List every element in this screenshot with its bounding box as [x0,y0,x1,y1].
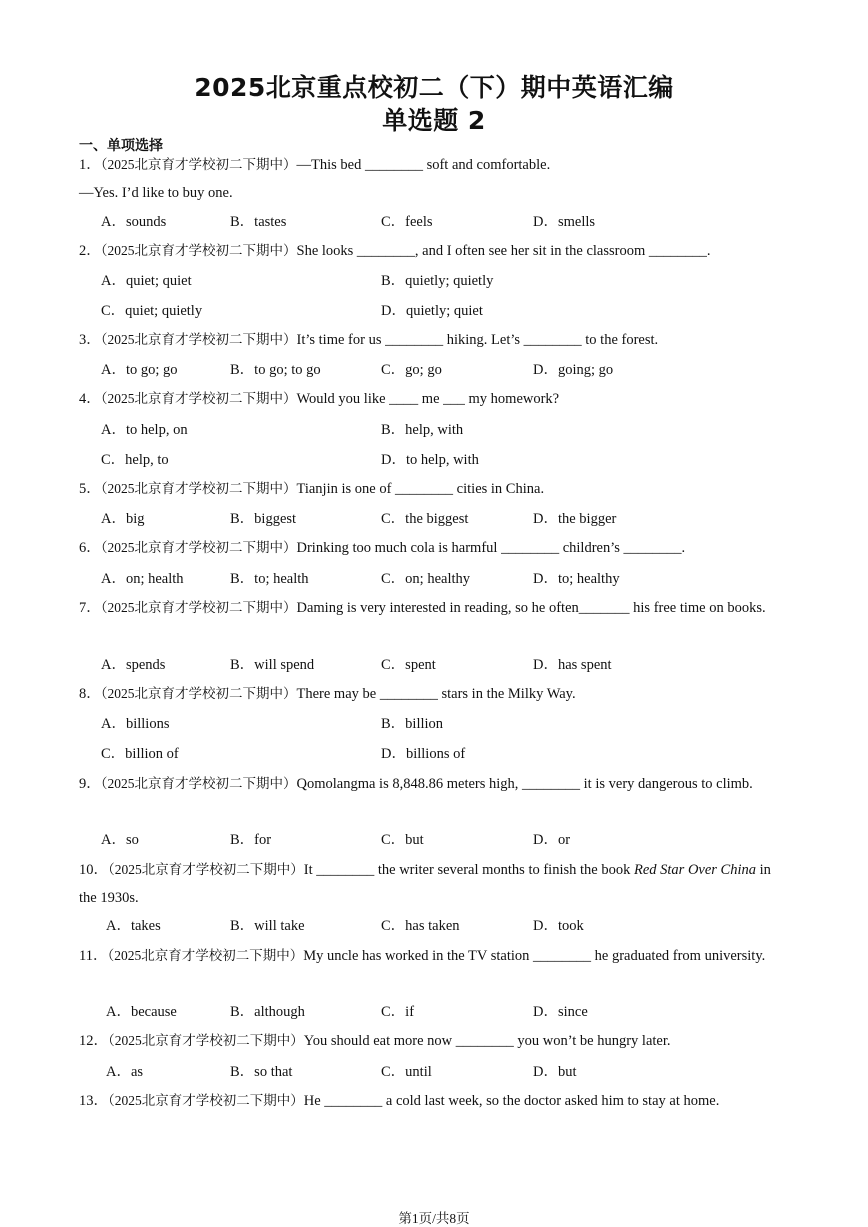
option-c[interactable]: C．if [381,1004,415,1020]
option-b[interactable]: B．tastes [230,214,287,230]
question-12: 12．（2025北京育才学校初二下期中）You should eat more now ________ you won’t be hungry later. [79,1033,671,1049]
option-a[interactable]: A．as [106,1064,144,1080]
option-a[interactable]: A．takes [106,918,161,934]
option-b[interactable]: B．biggest [230,511,297,527]
question-11: 11．（2025北京育才学校初二下期中）My uncle has worked in the TV station ________ he graduated from university. [79,948,766,964]
option-c[interactable]: C．spent [381,657,436,673]
option-a[interactable]: A．billions [101,716,170,732]
option-d[interactable]: D．took [533,918,584,934]
question-10: 10．（2025北京育才学校初二下期中）It ________ the writer several months to finish the book Red Star Over China in the 1930s. [79,862,771,906]
option-b[interactable]: B．although [230,1004,305,1020]
option-b[interactable]: B．quietly; quietly [381,273,494,289]
option-a[interactable]: A．so [101,832,139,848]
option-c[interactable]: C．go; go [381,362,442,378]
question-3: 3．（2025北京育才学校初二下期中）It’s time for us ________ hiking. Let’s ________ to the forest. [79,332,659,348]
option-b[interactable]: B．will spend [230,657,315,673]
option-c[interactable]: C．but [381,832,424,848]
option-a[interactable]: A．spends [101,657,166,673]
question-2: 2．（2025北京育才学校初二下期中）She looks ________, and I often see her sit in the classroom ________. [79,243,711,259]
option-d[interactable]: D．but [533,1064,577,1080]
question-13: 13．（2025北京育才学校初二下期中）He ________ a cold last week, so the doctor asked him to stay at home. [79,1093,720,1109]
option-d[interactable]: D．has spent [533,657,612,673]
option-b[interactable]: B．will take [230,918,305,934]
option-d[interactable]: D．since [533,1004,588,1020]
option-c[interactable]: C．feels [381,214,433,230]
option-b[interactable]: B．help, with [381,422,464,438]
option-b[interactable]: B．billion [381,716,444,732]
option-a[interactable]: A．quiet; quiet [101,273,192,289]
question-9: 9．（2025北京育才学校初二下期中）Qomolangma is 8,848.86 meters high, ________ it is very dangerous to climb. [79,776,753,792]
option-a[interactable]: A．on; health [101,571,184,587]
option-d[interactable]: D．billions of [381,746,466,762]
question-4: 4．（2025北京育才学校初二下期中）Would you like ____ me ___ my homework? [79,391,560,407]
question-7: 7．（2025北京育才学校初二下期中）Daming is very interested in reading, so he often_______ his free time on books. [79,600,766,616]
option-c[interactable]: C．until [381,1064,432,1080]
option-b[interactable]: B．so that [230,1064,293,1080]
option-c[interactable]: C．billion of [101,746,179,762]
question-5: 5．（2025北京育才学校初二下期中）Tianjin is one of ________ cities in China. [79,481,545,497]
option-a[interactable]: A．to go; go [101,362,178,378]
page-subtitle: 单选题 2 [382,106,486,135]
question-1: 1．（2025北京育才学校初二下期中）—This bed ________ soft and comfortable. —Yes. I’d like to buy one. [79,157,551,201]
option-c[interactable]: C．on; healthy [381,571,471,587]
option-c[interactable]: C．the biggest [381,511,469,527]
option-a[interactable]: A．to help, on [101,422,188,438]
option-d[interactable]: D．or [533,832,571,848]
section-heading: 一、单项选择 [79,138,163,154]
option-b[interactable]: B．to go; to go [230,362,321,378]
option-d[interactable]: D．quietly; quiet [381,303,483,319]
option-d[interactable]: D．the bigger [533,511,617,527]
option-c[interactable]: C．quiet; quietly [101,303,203,319]
option-a[interactable]: A．because [106,1004,177,1020]
option-a[interactable]: A．big [101,511,145,527]
option-d[interactable]: D．to; healthy [533,571,620,587]
page-number: 第1页/共8页 [398,1211,470,1226]
option-c[interactable]: C．help, to [101,452,169,468]
option-d[interactable]: D．smells [533,214,596,230]
question-6: 6．（2025北京育才学校初二下期中）Drinking too much cola is harmful ________ children’s ________. [79,540,686,556]
question-8: 8．（2025北京育才学校初二下期中）There may be ________ stars in the Milky Way. [79,686,576,702]
option-d[interactable]: D．going; go [533,362,614,378]
page-title: 2025北京重点校初二（下）期中英语汇编 [194,73,674,102]
option-b[interactable]: B．to; health [230,571,309,587]
option-a[interactable]: A．sounds [101,214,167,230]
option-c[interactable]: C．has taken [381,918,460,934]
option-b[interactable]: B．for [230,832,272,848]
option-d[interactable]: D．to help, with [381,452,479,468]
